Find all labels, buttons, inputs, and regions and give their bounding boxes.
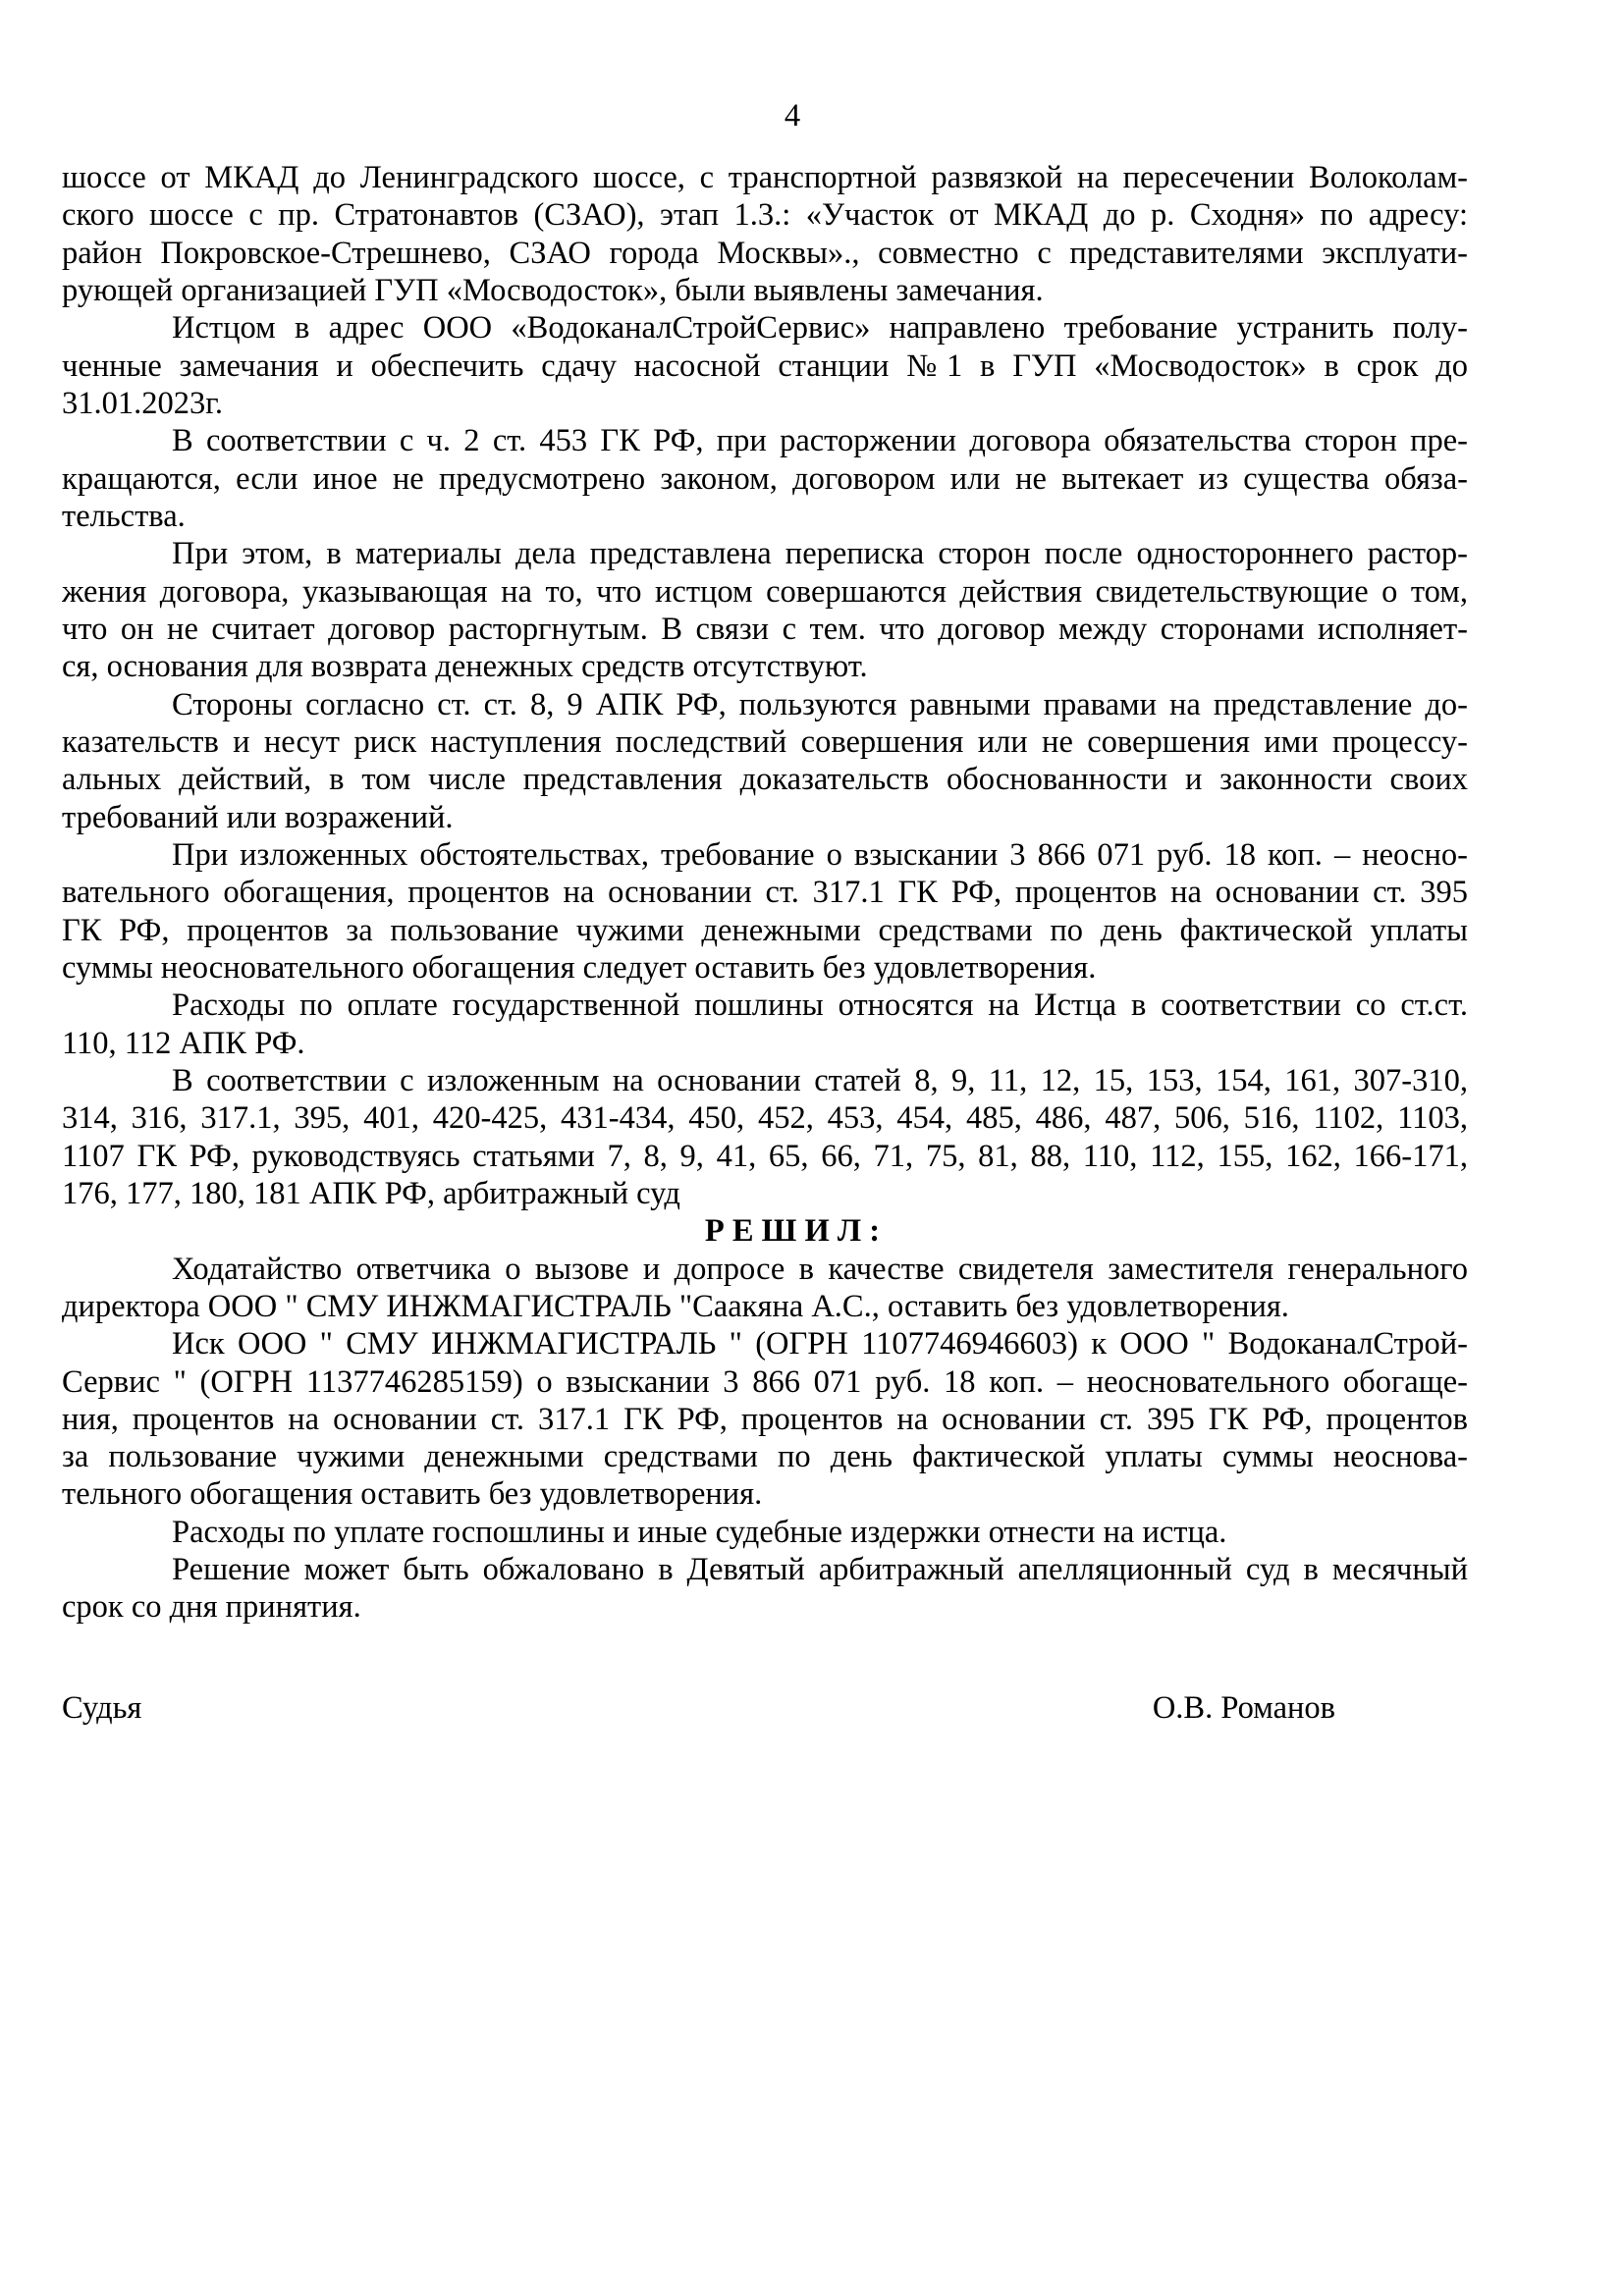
text-line: жения договора, указывающая на то, что истцом совершаются действия свидетельствующие о том, [62,573,1468,610]
page-number: 4 [784,98,801,133]
text-line: Сервис " (ОГРН 1137746285159) о взыскании 3 866 071 руб. 18 коп. – неосновательного обогаще- [62,1363,1468,1400]
text-line: суммы неосновательного обогащения следует оставить без удовлетворения. [62,949,1097,986]
text-line: Расходы по оплате государственной пошлины относятся на Истца в соответствии со ст.ст. [172,988,1468,1024]
text-line: При изложенных обстоятельствах, требование о взыскании 3 866 071 руб. 18 коп. – неосно- [172,836,1468,873]
text-line: за пользование чужими денежными средствами по день фактической уплаты суммы неоснова- [62,1439,1468,1475]
judge-name: О.В. Романов [1152,1689,1335,1726]
text-line: 31.01.2023г. [62,385,224,421]
text-line: 110, 112 АПК РФ. [62,1025,305,1061]
decision-heading: Р Е Ш И Л : [704,1213,881,1250]
text-line: директора ООО " СМУ ИНЖМАГИСТРАЛЬ "Саакяна А.С., оставить без удовлетворения. [62,1288,1289,1324]
judge-label: Судья [62,1689,142,1726]
text-line: район Покровское-Стрешнево, СЗАО города Москвы»., совместно с представителями эксплуати- [62,235,1468,271]
text-line: В соответствии с ч. 2 ст. 453 ГК РФ, при расторжении договора обязательства сторон пре- [172,423,1468,459]
text-line: При этом, в материалы дела представлена переписка сторон после одностороннего растор- [172,536,1468,572]
text-line: ГК РФ, процентов за пользование чужими денежными средствами по день фактической уплаты [62,912,1468,948]
text-line: Решение может быть обжаловано в Девятый арбитражный апелляционный суд в месячный [172,1552,1468,1588]
text-line: тельного обогащения оставить без удовлетворения. [62,1476,763,1513]
text-line: 1107 ГК РФ, руководствуясь статьями 7, 8, 9, 41, 65, 66, 71, 75, 81, 88, 110, 112, 155, 162, 166-171, [62,1138,1468,1174]
text-line: тельства. [62,498,186,534]
signature-row [62,1690,1468,1727]
text-line: ченные замечания и обеспечить сдачу насосной станции №1 в ГУП «Мосводосток» в срок до [62,347,1468,384]
text-line: требований или возражений. [62,799,454,835]
text-line: Стороны согласно ст. ст. 8, 9 АПК РФ, пользуются равными правами на представление до- [172,686,1468,722]
text-line: шоссе от МКАД до Ленинградского шоссе, с транспортной развязкой на пересечении Волоколам- [62,160,1468,195]
text-line: рующей организацией ГУП «Мосводосток», были выявлены замечания. [62,272,1044,308]
text-line: что он не считает договор расторгнутым. В связи с тем. что договор между сторонами исполняет- [62,611,1468,647]
text-line: Иск ООО " СМУ ИНЖМАГИСТРАЛЬ " (ОГРН 1107746946603) к ООО " ВодоканалСтрой- [172,1326,1468,1362]
text-line: ния, процентов на основании ст. 317.1 ГК РФ, процентов на основании ст. 395 ГК РФ, процентов [62,1401,1468,1437]
text-line: В соответствии с изложенным на основании статей 8, 9, 11, 12, 15, 153, 154, 161, 307-310, [172,1062,1468,1098]
text-line: срок со дня принятия. [62,1589,361,1626]
text-line: альных действий, в том числе представления доказательств обоснованности и законности своих [62,762,1468,798]
document-body [62,160,1468,1727]
text-line: казательств и несут риск наступления последствий совершения или не совершения ими процессу- [62,723,1468,760]
text-line: Ходатайство ответчика о вызове и допросе в качестве свидетеля заместителя генерального [172,1251,1468,1287]
text-line: ского шоссе с пр. Стратонавтов (СЗАО), этап 1.3.: «Участок от МКАД до р. Сходня» по адресу: [62,197,1468,234]
text-line: 314, 316, 317.1, 395, 401, 420-425, 431-434, 450, 452, 453, 454, 485, 486, 487, 506, 516, 1102, 1103, [62,1100,1468,1137]
text-line: кращаются, если иное не предусмотрено законом, договором или не вытекает из существа обяза- [62,460,1468,497]
text-line: вательного обогащения, процентов на основании ст. 317.1 ГК РФ, процентов на основании ст. 395 [62,875,1468,911]
text-line: Истцом в адрес ООО «ВодоканалСтройСервис» направлено требование устранить полу- [172,310,1468,347]
text-line: 176, 177, 180, 181 АПК РФ, арбитражный суд [62,1175,680,1211]
text-line: Расходы по уплате госпошлины и иные судебные издержки отнести на истца. [172,1514,1227,1550]
text-line: ся, основания для возврата денежных средств отсутствуют. [62,649,868,685]
